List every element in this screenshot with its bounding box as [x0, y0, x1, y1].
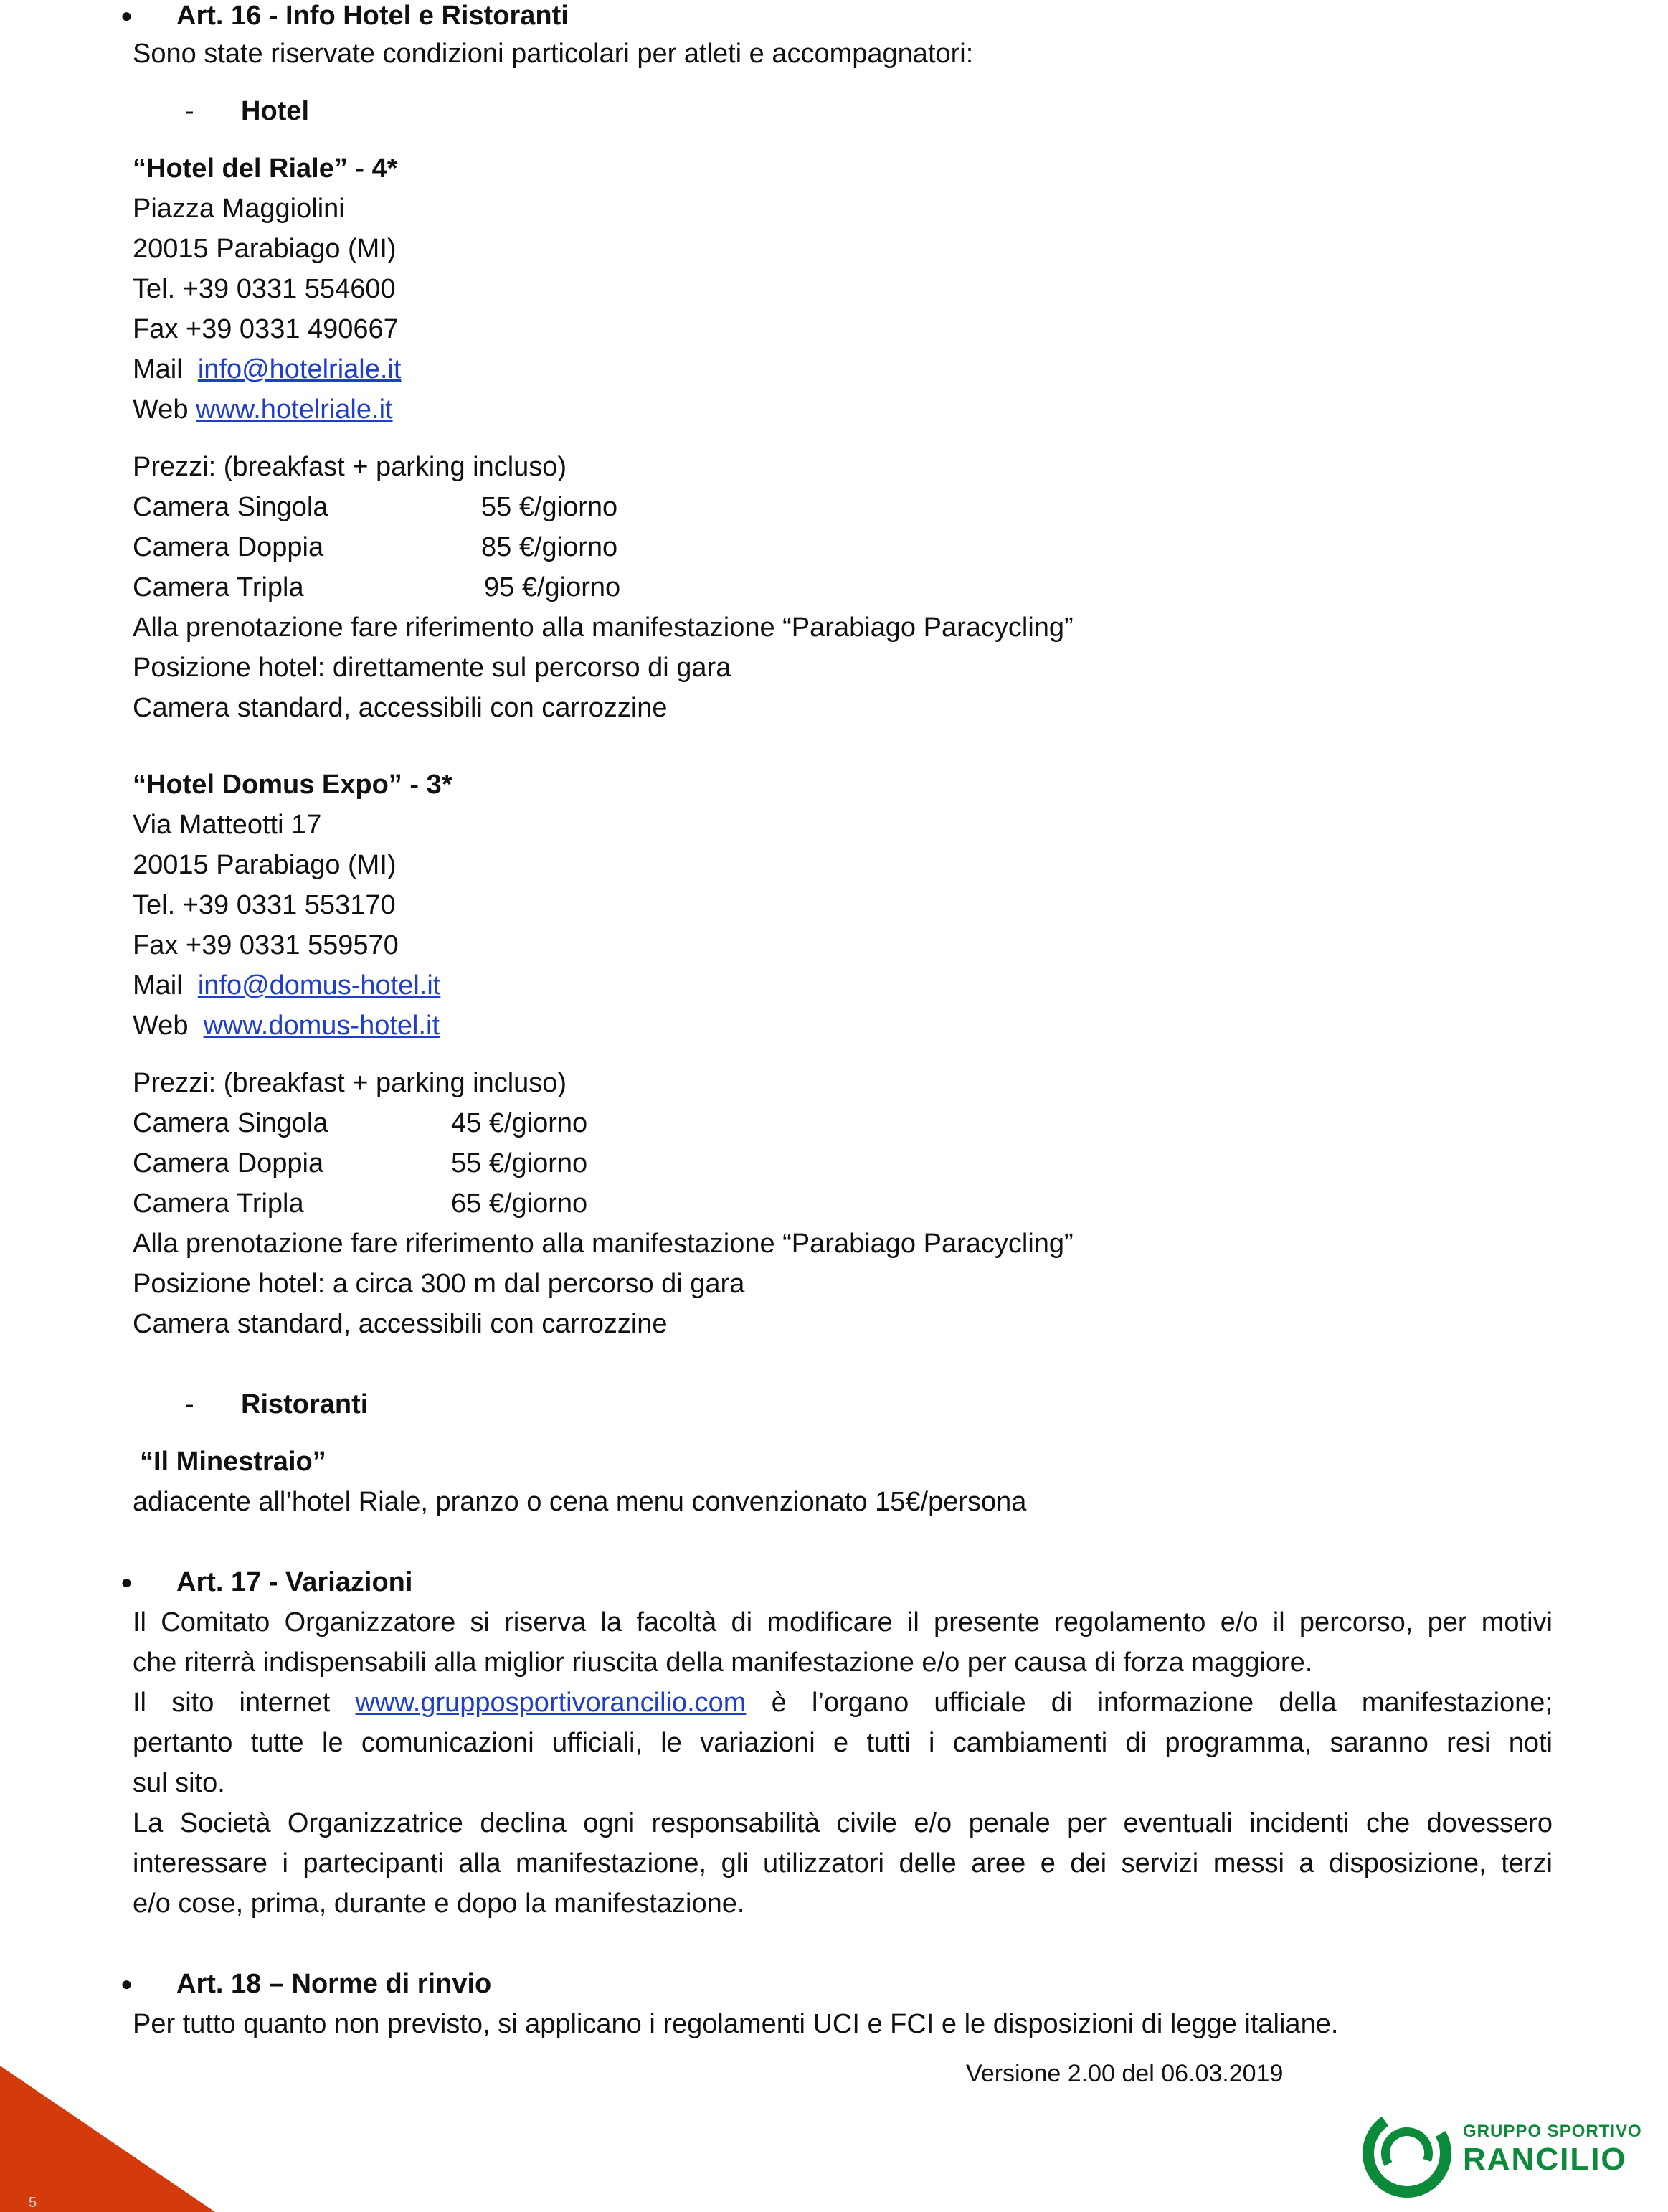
logo-line1: GRUPPO SPORTIVO — [1463, 2122, 1642, 2141]
mail-label: Mail — [133, 354, 183, 384]
hotel1-mail-link[interactable]: info@hotelriale.it — [197, 354, 402, 384]
art17-line-website — [133, 1683, 1553, 1723]
art16-intro: Sono state riservate condizioni particolari per atleti e accompagnatori: — [133, 39, 974, 69]
hotel1-note: Posizione hotel: direttamente sul percorso di gara — [133, 653, 731, 683]
hotel1-fax: Fax +39 0331 490667 — [133, 314, 399, 344]
hotel1-room-price: 55 €/giorno — [481, 492, 618, 522]
art17-line: pertanto tutte le comunicazioni ufficiali, le variazioni e tutti i cambiamenti di programma, saranno resi noti — [133, 1728, 1553, 1758]
bullet-icon: ● — [120, 1571, 133, 1593]
hotel1-room-label: Camera Singola — [133, 492, 328, 522]
hotel2-name: “Hotel Domus Expo” - 3* — [133, 770, 452, 800]
logo-line2: RANCILIO — [1463, 2142, 1627, 2177]
art17-line: Il Comitato Organizzatore si riserva la facoltà di modificare il presente regolamento e/o il percorso, per motivi — [133, 1607, 1553, 1637]
restaurant-heading: Ristoranti — [241, 1389, 369, 1419]
web-label: Web — [133, 1011, 189, 1041]
art18-title: Art. 18 – Norme di rinvio — [176, 1969, 492, 1999]
hotel1-note: Alla prenotazione fare riferimento alla manifestazione “Parabiago Paracycling” — [133, 613, 1074, 643]
hotel2-address1: Via Matteotti 17 — [133, 810, 322, 840]
bullet-icon: ● — [120, 4, 133, 27]
hotel1-room-label: Camera Doppia — [133, 532, 324, 562]
website-pre: Il sito internet — [133, 1688, 331, 1718]
dash-marker: - — [185, 1389, 194, 1419]
hotel2-room-price: 65 €/giorno — [451, 1188, 588, 1219]
restaurant-desc: adiacente all’hotel Riale, pranzo o cena menu convenzionato 15€/persona — [133, 1487, 1027, 1517]
rancilio-logo-icon — [1359, 2105, 1456, 2202]
art17-title: Art. 17 - Variazioni — [176, 1567, 413, 1597]
hotel2-room-label: Camera Tripla — [133, 1188, 304, 1219]
corner-triangle — [0, 2066, 229, 2212]
art17-line: sul sito. — [133, 1768, 225, 1798]
hotel1-note: Camera standard, accessibili con carrozzine — [133, 693, 668, 723]
art17-body — [133, 1602, 1553, 1924]
bullet-icon: ● — [120, 1972, 133, 1995]
hotel2-address2: 20015 Parabiago (MI) — [133, 850, 397, 880]
dash-marker: - — [185, 96, 194, 126]
hotel2-mail-link[interactable]: info@domus-hotel.it — [197, 970, 441, 1001]
hotel2-note: Alla prenotazione fare riferimento alla manifestazione “Parabiago Paracycling” — [133, 1229, 1074, 1259]
hotel2-mail-row — [133, 965, 440, 1006]
hotel2-fax: Fax +39 0331 559570 — [133, 930, 399, 960]
page-number: 5 — [29, 2195, 37, 2211]
hotel1-tel: Tel. +39 0331 554600 — [133, 274, 396, 304]
art17-line: che riterrà indispensabili alla miglior riuscita della manifestazione e/o per causa di forza maggiore. — [133, 1648, 1313, 1678]
hotel2-prices-title: Prezzi: (breakfast + parking incluso) — [133, 1068, 567, 1098]
art17-line: interessare i partecipanti alla manifestazione, gli utilizzatori delle aree e dei servizi messi a disposizione, terzi — [133, 1848, 1553, 1878]
hotel2-tel: Tel. +39 0331 553170 — [133, 890, 396, 920]
hotel1-prices-title: Prezzi: (breakfast + parking incluso) — [133, 452, 567, 482]
website-link[interactable]: www.grupposportivorancilio.com — [355, 1688, 747, 1718]
hotel1-room-price: 95 €/giorno — [484, 572, 621, 602]
hotel-heading: Hotel — [241, 96, 309, 126]
hotel1-web-row — [133, 389, 393, 430]
hotel2-note: Posizione hotel: a circa 300 m dal percorso di gara — [133, 1269, 745, 1299]
version-text: Versione 2.00 del 06.03.2019 — [966, 2060, 1284, 2087]
hotel1-address1: Piazza Maggiolini — [133, 194, 345, 224]
hotel2-web-link[interactable]: www.domus-hotel.it — [203, 1011, 440, 1041]
hotel1-room-price: 85 €/giorno — [481, 532, 618, 562]
art17-line: La Società Organizzatrice declina ogni responsabilità civile e/o penale per eventuali incidenti che dovessero — [133, 1808, 1553, 1838]
restaurant-name: “Il Minestraio” — [140, 1447, 326, 1477]
art17-line: e/o cose, prima, durante e dopo la manifestazione. — [133, 1889, 745, 1919]
hotel1-room-label: Camera Tripla — [133, 572, 304, 602]
website-post: è l’organo ufficiale di informazione della manifestazione; — [771, 1688, 1553, 1718]
hotel1-web-link[interactable]: www.hotelriale.it — [196, 394, 393, 425]
hotel2-room-price: 55 €/giorno — [451, 1148, 588, 1178]
hotel2-room-label: Camera Doppia — [133, 1148, 324, 1178]
hotel2-room-label: Camera Singola — [133, 1108, 328, 1138]
hotel1-name: “Hotel del Riale” - 4* — [133, 153, 398, 184]
hotel1-address2: 20015 Parabiago (MI) — [133, 234, 397, 264]
art18-text: Per tutto quanto non previsto, si applicano i regolamenti UCI e FCI e le disposizioni di legge italiane. — [133, 2009, 1339, 2039]
web-label: Web — [133, 394, 189, 425]
hotel2-room-price: 45 €/giorno — [451, 1108, 588, 1138]
hotel1-mail-row — [133, 349, 401, 389]
hotel2-web-row — [133, 1006, 440, 1046]
art16-title: Art. 16 - Info Hotel e Ristoranti — [176, 1, 569, 31]
hotel2-note: Camera standard, accessibili con carrozzine — [133, 1309, 668, 1339]
mail-label: Mail — [133, 970, 183, 1001]
